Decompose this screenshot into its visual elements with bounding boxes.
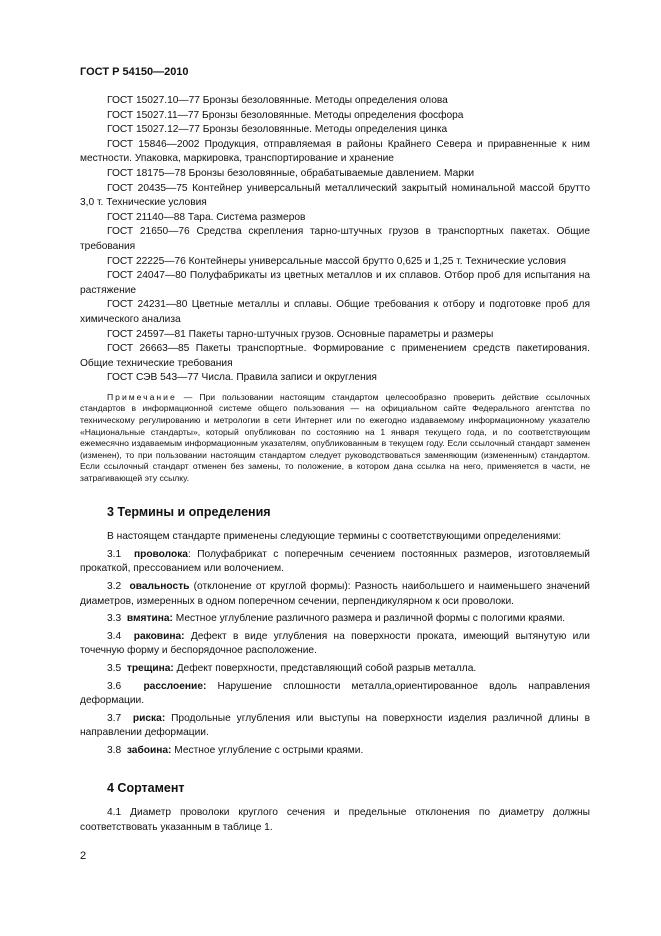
term-name: проволока [133,548,188,560]
term-name: забоина: [126,744,172,756]
reference-item: ГОСТ 26663—85 Пакеты транспортные. Формирование с применением средств пакетирования. Общие технические требования [80,343,590,369]
term-number: 3.1 [107,548,122,560]
reference-item: ГОСТ СЭВ 543—77 Числа. Правила записи и округления [107,372,377,384]
reference-item: ГОСТ 15027.11—77 Бронзы безоловянные. Методы определения фосфора [107,109,464,121]
term-name: овальность [129,581,190,592]
reference-item: ГОСТ 21140—88 Тара. Система размеров [107,211,306,223]
document-header: ГОСТ Р 54150—2010 [80,66,189,78]
reference-item: ГОСТ 24231—80 Цветные металлы и сплавы. Общие требования к отбору и подготовке проб для химического анализа [80,299,590,325]
reference-item: ГОСТ 20435—75 Контейнер универсальный металлический закрытый номинальной массой брутто 3,0 т. Технические условия [80,182,590,209]
term-number: 3.2 [107,581,122,592]
reference-item: ГОСТ 15846—2002 Продукция, отправляемая в районы Крайнего Севера и приравненные к ним местности. Упаковка, маркировка, транспортирование и хранение [80,138,590,165]
page-number: 2 [80,850,87,862]
term-number: 3.4 [107,630,122,642]
note-paragraph [80,392,590,485]
term-item [80,630,590,659]
term-item [80,612,590,627]
term-name: трещина: [126,662,174,674]
term-name: вмятина: [126,613,173,625]
term-definition: Продольные углубления или выступы на поверхности изделия различной длины в направлении деформации. [80,712,590,739]
term-item [80,662,590,677]
term-name: риска: [132,712,166,724]
section-4-heading: 4 Сортамент [107,780,185,795]
section-3-intro: В настоящем стандарте применены следующие термины с соответствующими определениями: [107,531,562,543]
reference-list [80,94,590,386]
term-name: раковина: [133,630,185,642]
note-label: Примечание [107,391,177,402]
reference-item: ГОСТ 22225—76 Контейнеры универсальные массой брутто 0,625 и 1,25 т. Технические условия [107,255,567,267]
term-definition: : Полуфабрикат с поперечным сечением постоянных размеров, изготовляемый прокаткой, прессованием или волочением. [80,548,590,575]
page-content [80,94,590,835]
reference-item: ГОСТ 24047—80 Полуфабрикаты из цветных металлов и их сплавов. Отбор проб для испытания на растяжение [80,270,590,296]
term-definition: Местное углубление с острыми краями. [171,744,364,756]
reference-item: ГОСТ 15027.10—77 Бронзы безоловянные. Методы определения олова [107,95,448,106]
term-item [80,548,590,577]
term-definition: Местное углубление различного размера и различной формы с пологими краями. [172,613,566,625]
term-definition: Дефект в виде углубления на поверхности проката, имеющий вытянутую или точечную форму и беспорядочное расположение. [80,630,590,657]
term-number: 3.6 [107,680,122,692]
term-definition: (отклонение от круглой формы): Разность наибольшего и наименьшего значений диаметров, измеренных в одном поперечном сечении, перпендикулярном к оси проволоки. [80,581,590,607]
reference-item: ГОСТ 24597—81 Пакеты тарно-штучных грузов. Основные параметры и размеры [107,328,494,340]
term-definition: Нарушение сплошности металла,ориентированное вдоль направления деформации. [80,680,590,707]
term-number: 3.7 [107,712,122,724]
note-text: — При пользовании настоящим стандартом целесообразно проверить действие ссылочных стандартов в информационной системе общего пользования — на официальном сайте Федерального агентства по техническому регулированию и метрологии в сети Интернет или по ежегодно издаваемому информационному указателю «Национальные стандарты», который опубликован по состоянию на 1 января текущего года, и по соответствующим ежемесячно издаваемым информационным указателям, опубликованным в текущем году. Если ссылочный стандарт заменен (изменен), то при пользовании настоящим стандартом следует руководствоваться заменяющим (измененным) стандартом. Если ссылочный стандарт отменен без замены, то положение, в котором дана ссылка на него, применяется в части, не затрагивающей эту ссылку. [80,391,590,484]
section-4-text: 4.1 Диаметр проволоки круглого сечения и предельные отклонения по диаметру должны соответствовать указанным в таблице 1. [80,807,590,833]
term-number: 3.5 [107,662,122,674]
term-number: 3.8 [107,744,122,756]
term-definition: Дефект поверхности, представляющий собой разрыв металла. [173,662,477,674]
reference-item: ГОСТ 18175—78 Бронзы безоловянные, обрабатываемые давлением. Марки [107,167,475,179]
term-number: 3.3 [107,613,122,625]
term-item [80,580,590,609]
reference-item: ГОСТ 15027.12—77 Бронзы безоловянные. Методы определения цинка [107,124,448,136]
term-item [80,744,590,759]
term-name: расслоение: [143,680,207,692]
reference-item: ГОСТ 21650—76 Средства скрепления тарно-штучных грузов в транспортных пакетах. Общие требования [80,226,590,252]
term-item [80,712,590,741]
section-3-heading: 3 Термины и определения [107,504,271,519]
term-item [80,680,590,709]
